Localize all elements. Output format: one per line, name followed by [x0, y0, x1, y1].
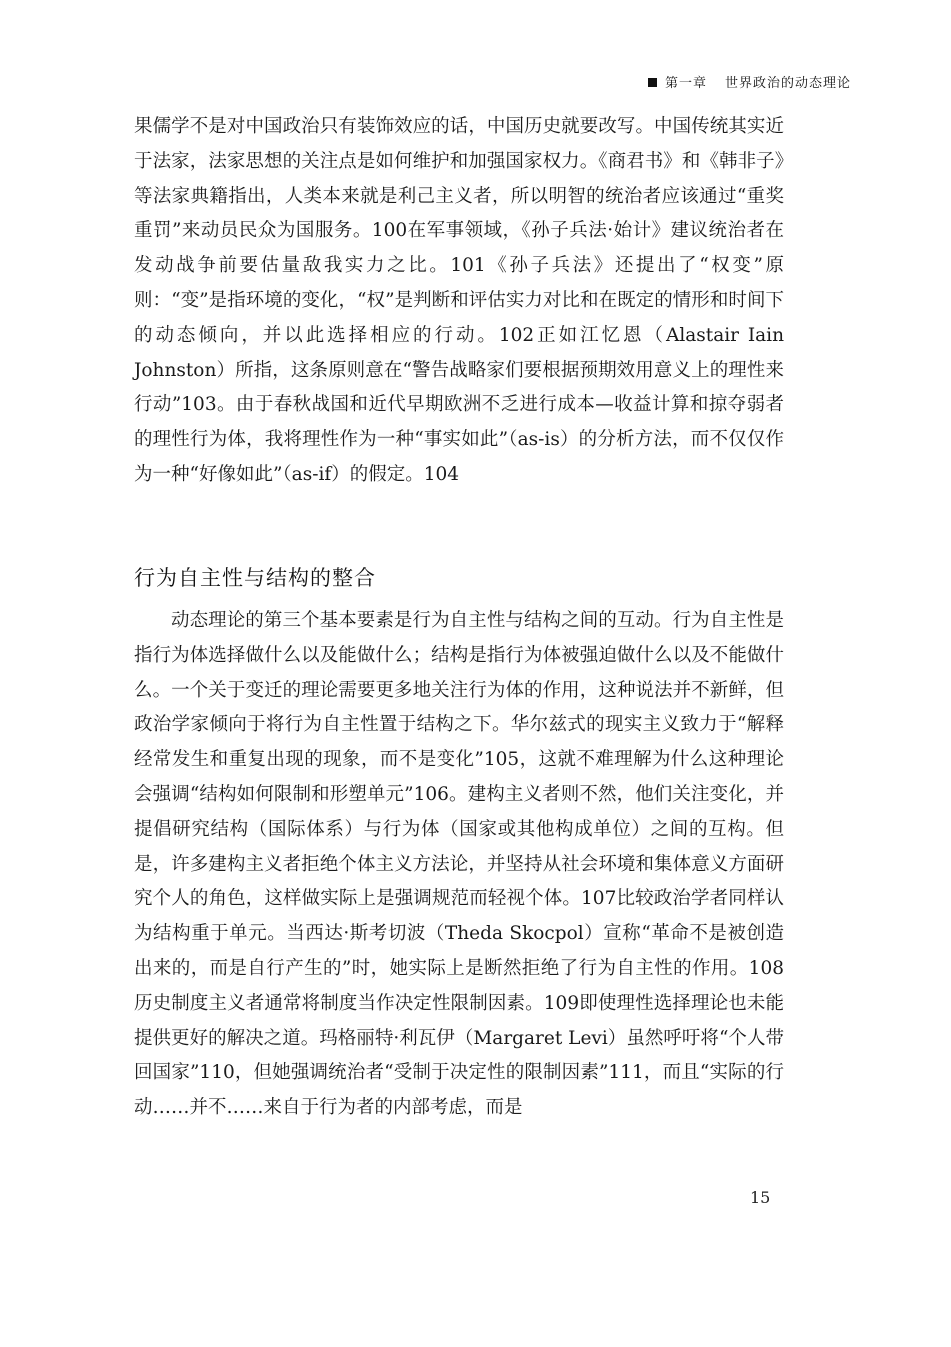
- body-paragraph: 动态理论的第三个基本要素是行为自主性与结构之间的互动。行为自主性是指行为体选择做什么以及能做什么；结构是指行为体被强迫做什么以及不能做什么。一个关于变迁的理论需要更多地关注行为体的作用，这种说法并不新鲜，但政治学家倾向于将行为自主性置于结构之下。华尔兹式的现实主义致力于“解释经常发生和重复出现的现象，而不是变化”105，这就不难理解为什么这种理论会强调“结构如何限制和形塑单元”106。建构主义者则不然，他们关注变化，并提倡研究结构（国际体系）与行为体（国家或其他构成单位）之间的互构。但是，许多建构主义者拒绝个体主义方法论，并坚持从社会环境和集体意义方面研究个人的角色，这样做实际上是强调规范而轻视个体。107比较政治学者同样认为结构重于单元。当西达·斯考切波（Theda Skocpol）宣称“革命不是被创造出来的，而是自行产生的”时，她实际上是断然拒绝了行为自主性的作用。108历史制度主义者通常将制度当作决定性限制因素。109即使理性选择理论也未能提供更好的解决之道。玛格丽特·利瓦伊（Margaret Levi）虽然呼吁将“个人带回国家”110，但她强调统治者“受制于决定性的限制因素”111，而且“实际的行动……并不……来自于行为者的内部考虑，而是: [134, 610, 784, 1119]
- body-paragraph: 果儒学不是对中国政治只有装饰效应的话，中国历史就要改写。中国传统其实近于法家，法家思想的关注点是如何维护和加强国家权力。《商君书》和《韩非子》等法家典籍指出，人类本来就是利己主义者，所以明智的统治者应该通过“重奖重罚”来动员民众为国服务。100在军事领域，《孙子兵法·始计》建议统治者在发动战争前要估量敌我实力之比。101《孙子兵法》还提出了“权变”原则：“变”是指环境的变化，“权”是判断和评估实力对比和在既定的情形和时间下的动态倾向，并以此选择相应的行动。102正如江忆恩（Alastair Iain Johnston）所指，这条原则意在“警告战略家们要根据预期效用意义上的理性来行动”103。由于春秋战国和近代早期欧洲不乏进行成本—收益计算和掠夺弱者的理性行为体，我将理性作为一种“事实如此”（as-is）的分析方法，而不仅仅作为一种“好像如此”（as-if）的假定。104: [134, 116, 784, 485]
- square-bullet-icon: [648, 78, 657, 87]
- running-head: [648, 72, 851, 91]
- page-number: 15: [750, 1188, 771, 1207]
- section-heading: 行为自主性与结构的整合: [134, 566, 376, 590]
- running-head-chapter: 第一章: [664, 76, 707, 91]
- running-head-title: 世界政治的动态理论: [724, 76, 851, 91]
